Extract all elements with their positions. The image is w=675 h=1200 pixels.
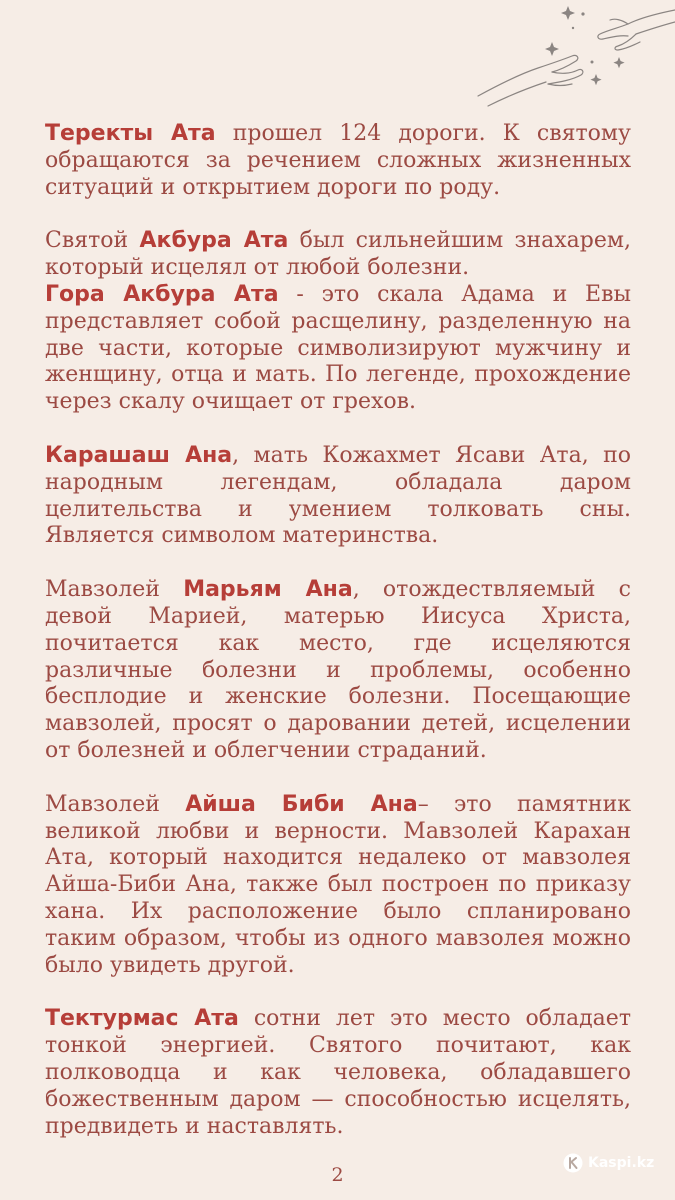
hands-sparkles-icon	[0, 0, 675, 120]
highlighted-name: Гора Акбура Ата	[45, 281, 279, 307]
main-text	[45, 121, 631, 1140]
kaspi-watermark	[563, 1153, 654, 1173]
paragraph-text: , мать Кожахмет Ясави Ата, по народным легендам, обладала даром целительства и умением толковать сны. Является символом материнства.	[45, 442, 632, 549]
paragraph-karashash	[45, 443, 631, 550]
paragraph-tekturmas	[45, 1006, 631, 1140]
paragraph-text: сотни лет это место обладает тонкой энергией. Святого почитают, как полководца и как человека, обладавшего божественным даром — способностью исцелять, предвидеть и наставлять.	[45, 1006, 631, 1139]
paragraph-text: был сильнейшим знахарем, который исцелял от любой болезни.	[45, 228, 632, 281]
kaspi-logo-icon	[563, 1153, 583, 1173]
page-number: 2	[331, 1164, 344, 1186]
highlighted-name: Тектурмас Ата	[45, 1006, 239, 1032]
highlighted-name: Айша Биби Ана	[185, 791, 418, 817]
paragraph-text: Святой	[45, 228, 140, 254]
paragraph-mariyam	[45, 577, 631, 765]
paragraph-text: Мавзолей	[45, 577, 184, 603]
paragraph-aisha	[45, 792, 631, 980]
paragraph-text: прошел 124 дороги. К святому обращаются за речением сложных жизненных ситуаций и открытием дороги по роду.	[45, 121, 631, 200]
paragraph-akbura	[45, 228, 631, 416]
highlighted-name: Карашаш Ана	[45, 442, 233, 468]
paragraph-text: Мавзолей	[45, 791, 186, 817]
kaspi-watermark-text: Kaspi.kz	[588, 1155, 655, 1171]
highlighted-name: Теректы Ата	[45, 121, 216, 146]
paragraph-text: , отождествляемый с девой Марией, матерью Иисуса Христа, почитается как место, где исцеляются различные болезни и проблемы, особенно бесплодие и женские болезни. Посещающие мавзолей, просят о даровании детей, исцелении от болезней и облегчении страданий.	[45, 577, 631, 763]
highlighted-name: Акбура Ата	[139, 228, 289, 254]
paragraph-terekty	[45, 121, 631, 201]
paragraph-text: - это скала Адама и Евы представляет собой расщелину, разделенную на две части, которые символизируют мужчину и женщину, отца и мать. По легенде, прохождение через скалу очищает от грехов.	[45, 281, 631, 415]
paragraph-text: – это памятник великой любви и верности. Мавзолей Карахан Ата, который находится недалеко от мавзолея Айша-Биби Ана, также был построен по приказу хана. Их расположение было спланировано таким образом, чтобы из одного мавзолея можно было увидеть другой.	[45, 791, 631, 978]
highlighted-name: Марьям Ана	[183, 577, 353, 603]
